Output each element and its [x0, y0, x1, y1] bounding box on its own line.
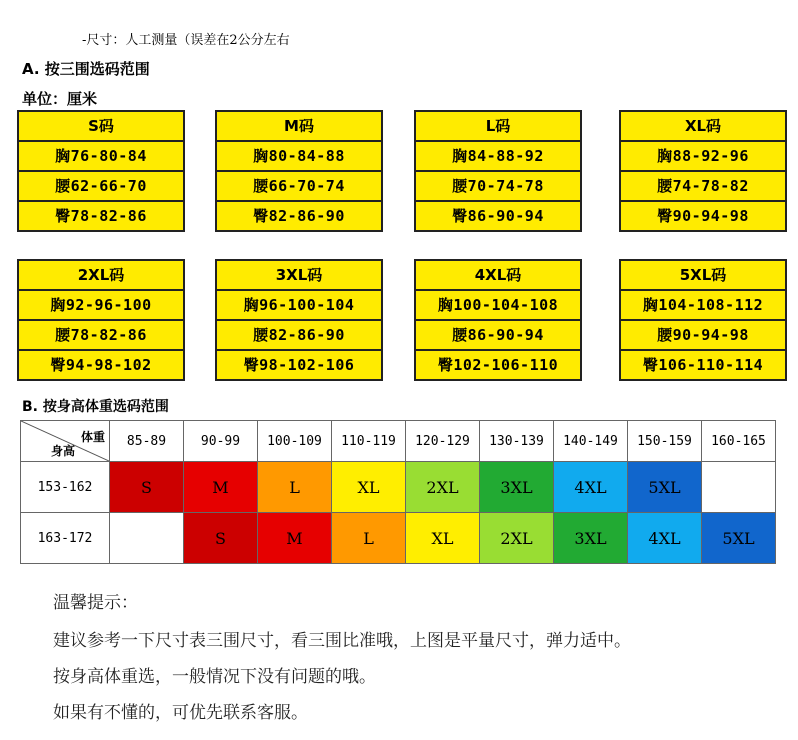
weight-col-header: 110-119 — [332, 421, 406, 462]
size-card-title: 3XL码 — [217, 261, 381, 291]
chest-range: 胸92-96-100 — [19, 291, 183, 321]
size-cell: XL — [406, 513, 480, 564]
weight-col-header: 100-109 — [258, 421, 332, 462]
size-cell: 3XL — [554, 513, 628, 564]
size-card-title: M码 — [217, 112, 381, 142]
height-weight-grid — [20, 420, 776, 564]
section-a-title: A. 按三围选码范围 — [22, 60, 150, 78]
section-b-title: B. 按身高体重选码范围 — [22, 399, 169, 415]
weight-col-header: 140-149 — [554, 421, 628, 462]
size-cell: M — [258, 513, 332, 564]
weight-header-row — [21, 421, 776, 462]
waist-range: 腰70-74-78 — [416, 172, 580, 202]
size-cell: 2XL — [480, 513, 554, 564]
size-card-4xl — [414, 259, 582, 381]
weight-col-header: 120-129 — [406, 421, 480, 462]
chest-range: 胸84-88-92 — [416, 142, 580, 172]
size-cell: 4XL — [554, 462, 628, 513]
hip-range: 臀86-90-94 — [452, 207, 544, 225]
size-cell — [110, 513, 184, 564]
size-cell: L — [258, 462, 332, 513]
size-card-3xl — [215, 259, 383, 381]
size-cell: L — [332, 513, 406, 564]
size-cell: 4XL — [628, 513, 702, 564]
size-card-2xl — [17, 259, 185, 381]
waist-range: 腰66-70-74 — [217, 172, 381, 202]
hip-range: 臀78-82-86 — [55, 207, 147, 225]
size-card-m — [215, 110, 383, 232]
chest-range: 胸76-80-84 — [19, 142, 183, 172]
waist-range: 腰90-94-98 — [621, 321, 785, 351]
tips-line: 按身高体重选，一般情况下没有问题的哦。 — [53, 667, 376, 687]
chest-range: 胸96-100-104 — [217, 291, 381, 321]
tips-line: 建议参考一下尺寸表三围尺寸，看三围比准哦，上图是平量尺寸，弹力适中。 — [53, 631, 631, 651]
size-card-title: S码 — [19, 112, 183, 142]
weight-col-header: 150-159 — [628, 421, 702, 462]
size-card-l — [414, 110, 582, 232]
chest-range: 胸88-92-96 — [621, 142, 785, 172]
waist-range: 腰74-78-82 — [621, 172, 785, 202]
unit-label: 单位：厘米 — [22, 90, 98, 108]
size-card-title: L码 — [416, 112, 580, 142]
hip-range: 臀98-102-106 — [243, 356, 355, 374]
weight-axis-label: 体重 — [80, 430, 105, 444]
weight-col-header: 90-99 — [184, 421, 258, 462]
size-cell: 2XL — [406, 462, 480, 513]
hip-range: 臀102-106-110 — [437, 356, 559, 374]
tips-line: 如果有不懂的，可优先联系客服。 — [53, 703, 308, 723]
waist-range: 腰62-66-70 — [19, 172, 183, 202]
waist-range: 腰78-82-86 — [19, 321, 183, 351]
size-cell: S — [184, 513, 258, 564]
size-card-title: 2XL码 — [19, 261, 183, 291]
chest-range: 胸104-108-112 — [621, 291, 785, 321]
weight-col-header: 85-89 — [110, 421, 184, 462]
size-cell: M — [184, 462, 258, 513]
height-axis-label: 身高 — [51, 444, 76, 458]
size-card-title: 4XL码 — [416, 261, 580, 291]
hip-range: 臀82-86-90 — [253, 207, 345, 225]
chest-range: 胸100-104-108 — [416, 291, 580, 321]
diagonal-header-cell — [21, 421, 110, 462]
height-row-label: 153-162 — [21, 462, 110, 513]
height-row — [21, 462, 776, 513]
size-cell: 5XL — [702, 513, 776, 564]
waist-range: 腰86-90-94 — [416, 321, 580, 351]
size-card-xl — [619, 110, 787, 232]
weight-col-header: 160-165 — [702, 421, 776, 462]
measurement-note: -尺寸：人工测量（误差在2公分左右 — [82, 33, 290, 48]
tips-title: 温馨提示： — [53, 593, 138, 613]
size-cell: S — [110, 462, 184, 513]
size-card-title: XL码 — [621, 112, 785, 142]
size-cell: 3XL — [480, 462, 554, 513]
chest-range: 胸80-84-88 — [217, 142, 381, 172]
hip-range: 臀106-110-114 — [642, 356, 764, 374]
size-cell: XL — [332, 462, 406, 513]
weight-col-header: 130-139 — [480, 421, 554, 462]
height-row-label: 163-172 — [21, 513, 110, 564]
hip-range: 臀94-98-102 — [50, 356, 152, 374]
height-row — [21, 513, 776, 564]
size-card-5xl — [619, 259, 787, 381]
waist-range: 腰82-86-90 — [217, 321, 381, 351]
size-cell: 5XL — [628, 462, 702, 513]
size-card-title: 5XL码 — [621, 261, 785, 291]
size-card-s — [17, 110, 185, 232]
size-cell — [702, 462, 776, 513]
hip-range: 臀90-94-98 — [657, 207, 749, 225]
